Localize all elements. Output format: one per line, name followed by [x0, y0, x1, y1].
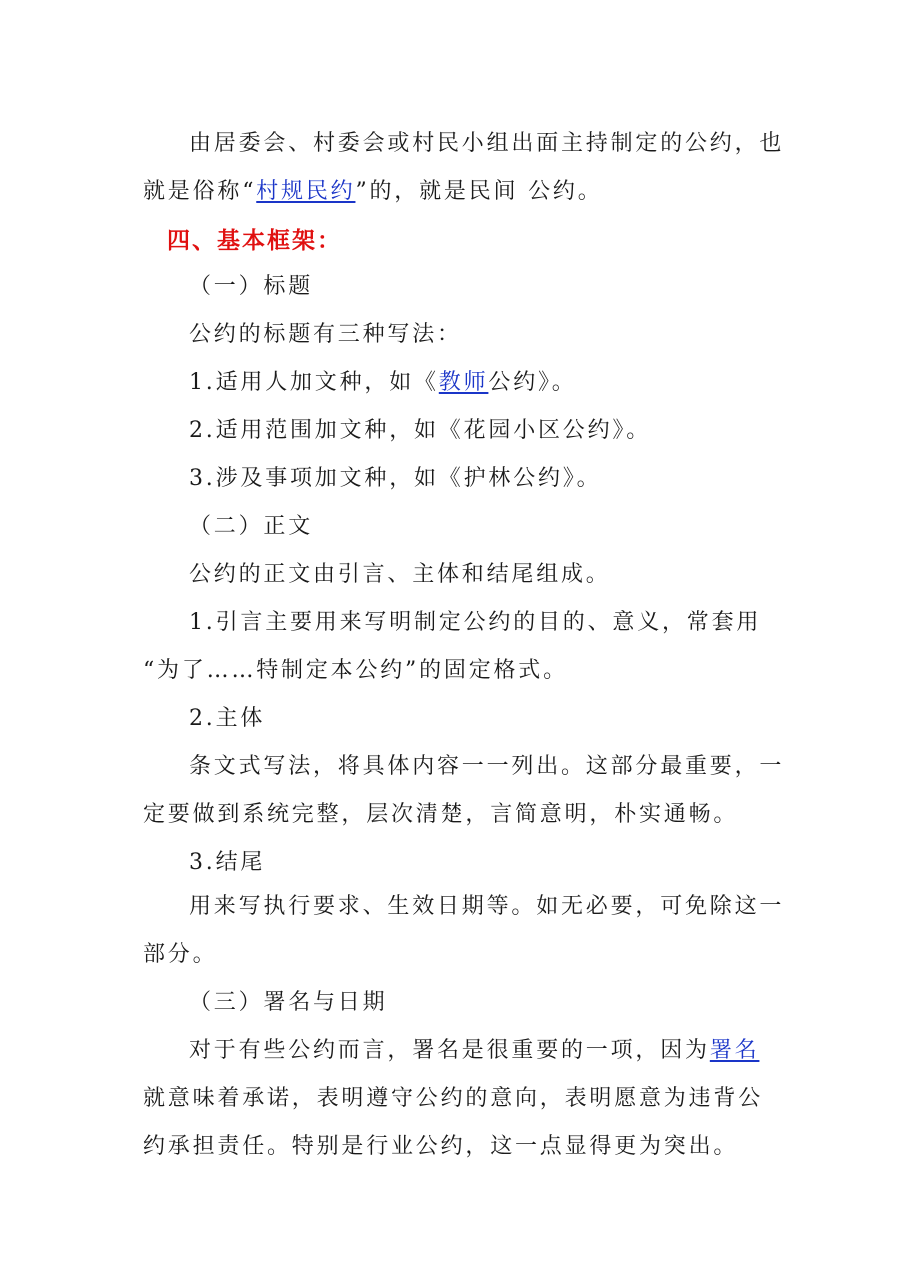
signature-subheading: （三）署名与日期 [189, 990, 388, 1015]
title-intro: 公约的标题有三种写法： [189, 322, 462, 347]
village-rules-link[interactable]: 村规民约 [256, 179, 356, 204]
title-item-1-pre: 1.适用人加文种，如《 [189, 370, 439, 395]
village-paragraph-line-2 [143, 177, 603, 207]
signature-line-1 [189, 1036, 759, 1066]
body-subheading: （二）正文 [189, 514, 314, 539]
village-paragraph-text-post: ”的，就是民间 公约。 [355, 179, 603, 204]
body-item-3-line-2: 部分。 [143, 942, 218, 967]
body-item-3-heading: 3.结尾 [189, 850, 266, 875]
signature-line-2: 就意味着承诺，表明遵守公约的意向，表明愿意为违背公 [143, 1086, 764, 1111]
body-intro: 公约的正文由引言、主体和结尾组成。 [189, 562, 611, 587]
title-item-3: 3.涉及事项加文种，如《护林公约》。 [189, 466, 602, 491]
village-paragraph-text: 由居委会、村委会或村民小组出面主持制定的公约，也 [189, 131, 785, 156]
title-item-2: 2.适用范围加文种，如《花园小区公约》。 [189, 418, 651, 443]
title-item-1-post: 公约》。 [488, 370, 577, 395]
village-paragraph-text-pre: 就是俗称“ [143, 179, 257, 204]
signature-line-3: 约承担责任。特别是行业公约，这一点显得更为突出。 [143, 1134, 739, 1159]
title-subheading: （一）标题 [189, 274, 314, 299]
body-item-3-line-1: 用来写执行要求、生效日期等。如无必要，可免除这一 [189, 894, 785, 919]
body-item-1-line-1: 1.引言主要用来写明制定公约的目的、意义，常套用 [189, 610, 762, 635]
body-item-1-line-2: “为了……特制定本公约”的固定格式。 [143, 658, 568, 683]
teacher-link[interactable]: 教师 [438, 370, 489, 395]
village-paragraph-line-1 [189, 129, 784, 159]
title-item-1 [189, 368, 577, 398]
body-item-2-heading: 2.主体 [189, 706, 266, 731]
section-four-heading: 四、基本框架： [167, 228, 342, 254]
signature-line-1-text: 对于有些公约而言，署名是很重要的一项，因为 [189, 1038, 710, 1063]
body-item-2-line-2: 定要做到系统完整，层次清楚，言简意明，朴实通畅。 [143, 802, 739, 827]
signature-link[interactable]: 署名 [709, 1038, 760, 1063]
body-item-2-line-1: 条文式写法，将具体内容一一列出。这部分最重要，一 [189, 754, 785, 779]
